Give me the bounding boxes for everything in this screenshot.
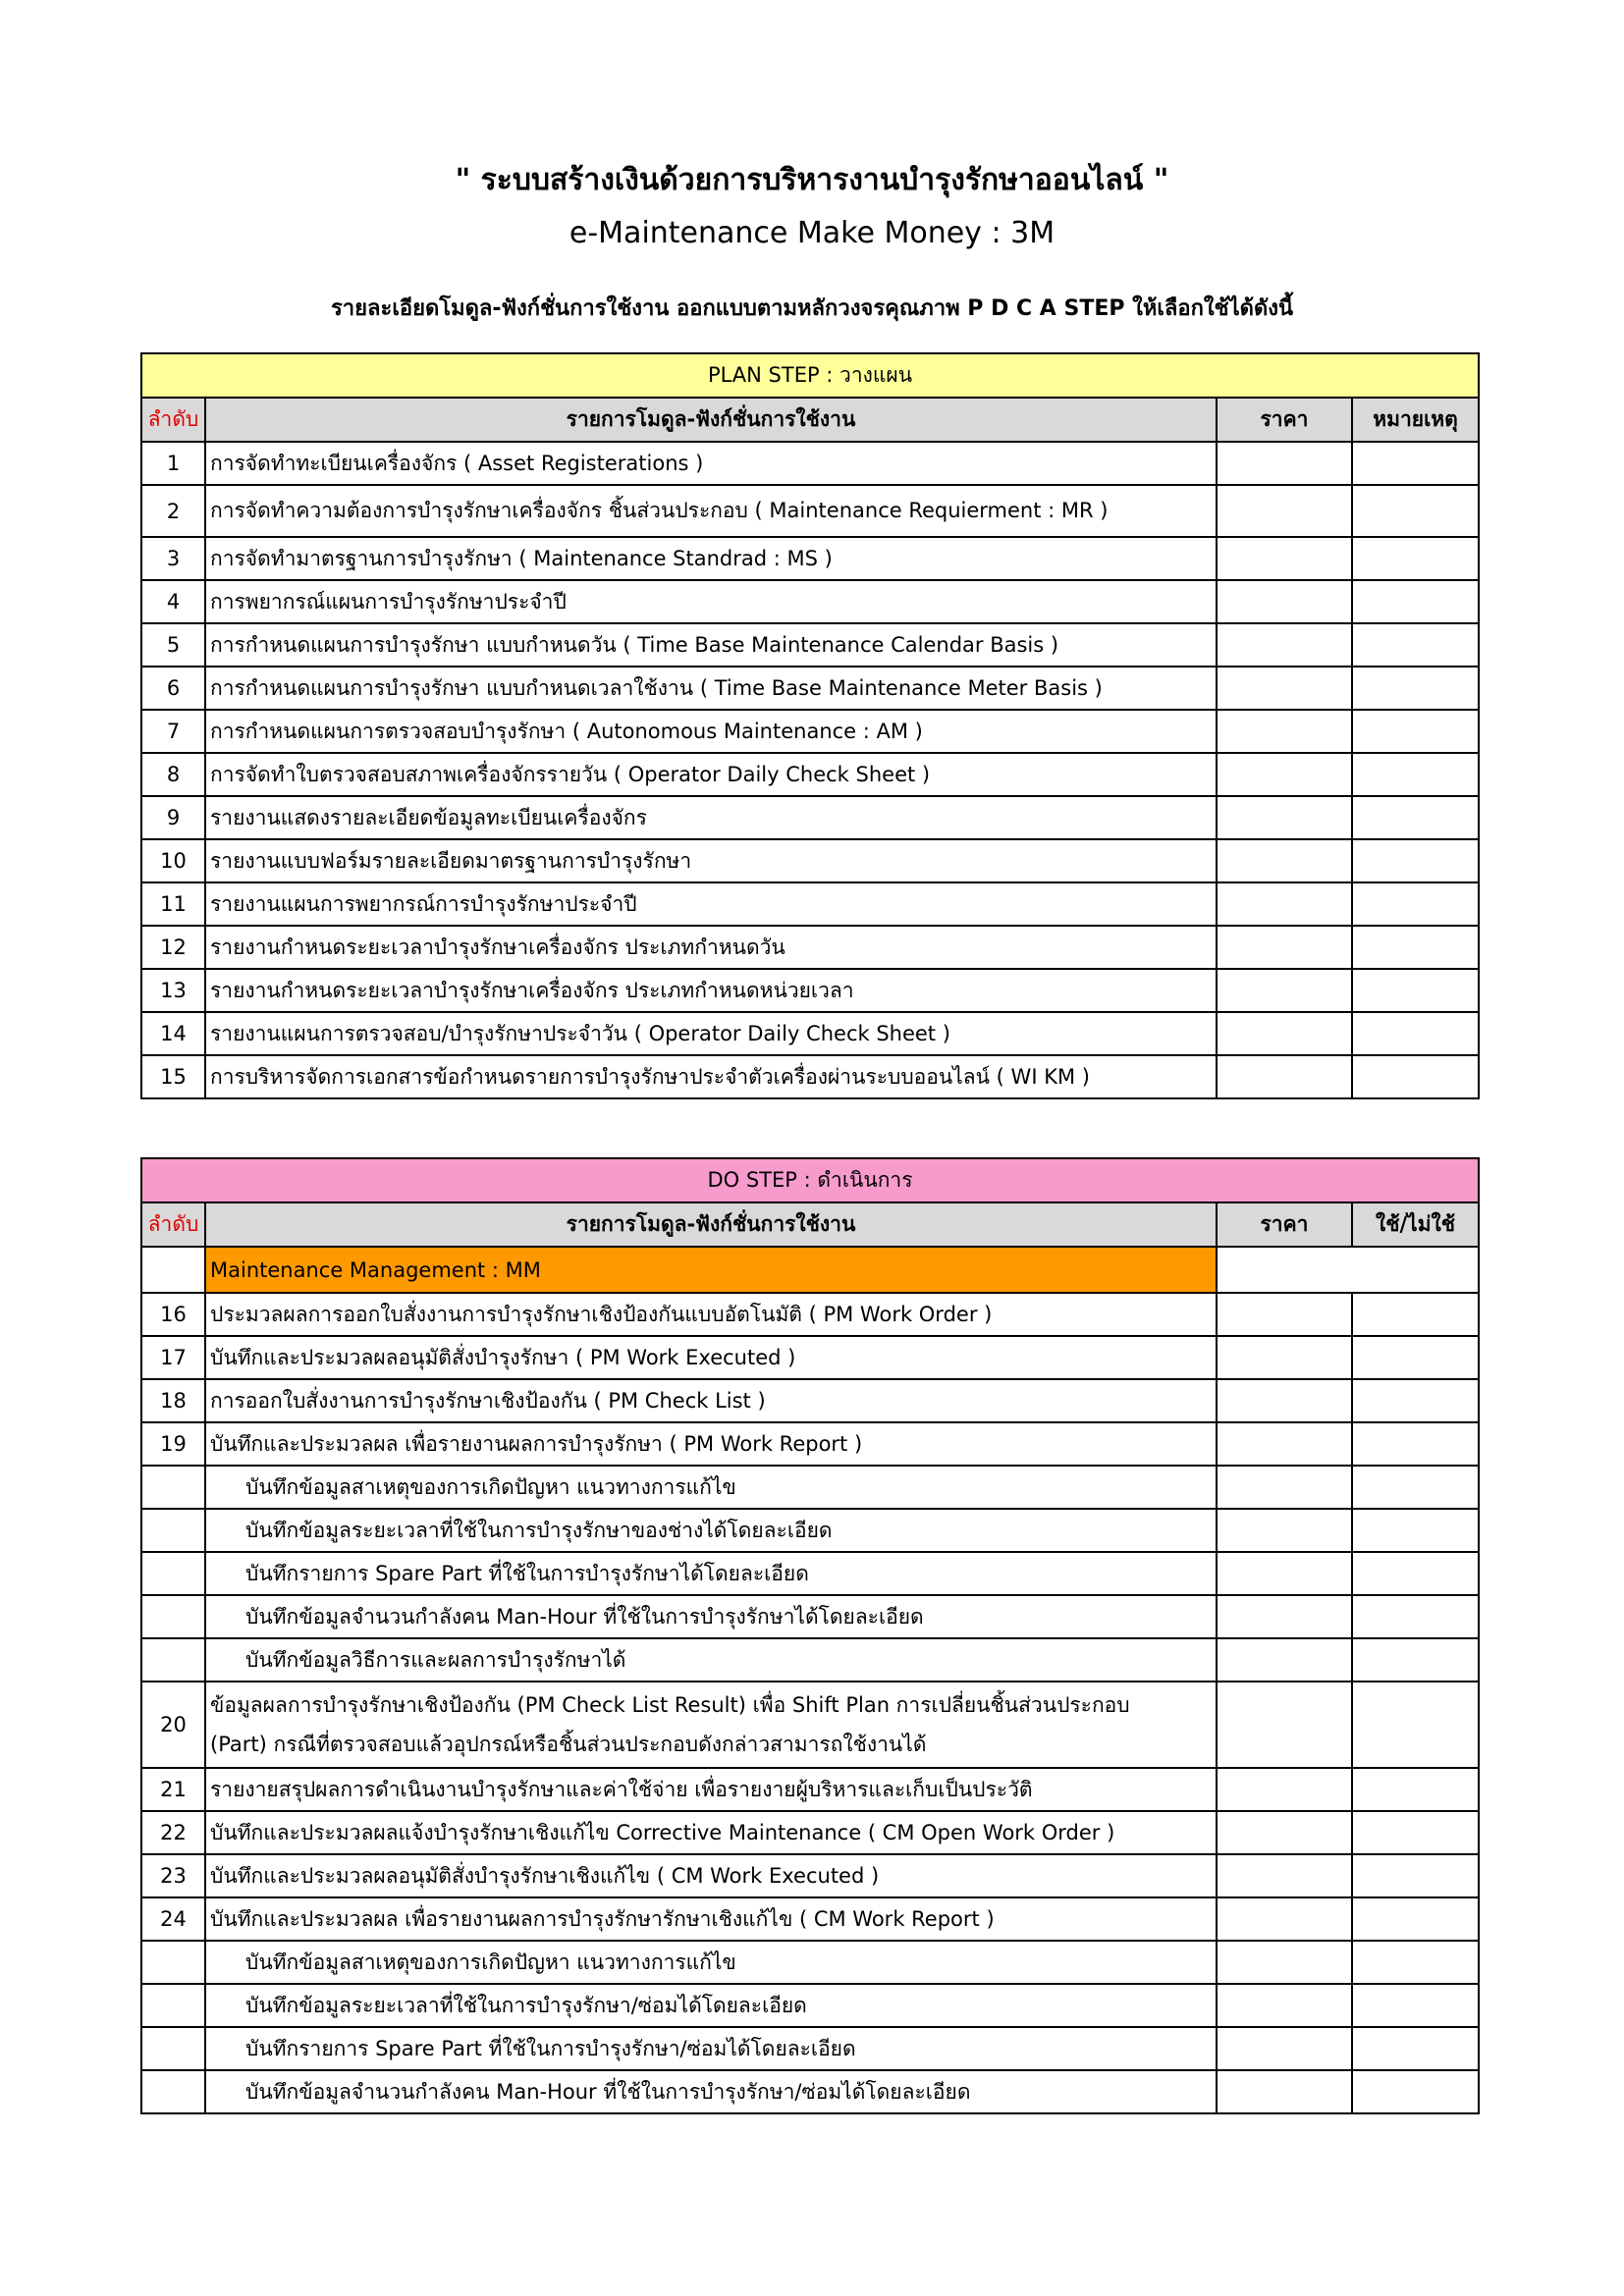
table-row <box>141 1638 1479 1682</box>
price-cell <box>1217 1811 1352 1854</box>
table-row <box>141 1293 1479 1336</box>
remark-cell <box>1352 1466 1479 1509</box>
column-header-no: ลำดับ <box>141 1202 205 1247</box>
row-number: 7 <box>141 710 205 753</box>
row-description-line-2: (Part) กรณีที่ตรวจสอบแล้วอุปกรณ์หรือชิ้นส่วนประกอบดังกล่าวสามารถใช้งานได้ <box>210 1733 927 1756</box>
row-number: 6 <box>141 667 205 710</box>
remark-cell <box>1352 1293 1479 1336</box>
remark-cell <box>1352 969 1479 1012</box>
price-cell <box>1217 796 1352 839</box>
row-number: 21 <box>141 1768 205 1811</box>
price-cell <box>1217 1768 1352 1811</box>
table-row <box>141 1509 1479 1552</box>
do-step-banner: DO STEP : ดำเนินการ <box>141 1158 1479 1202</box>
remark-cell <box>1352 753 1479 796</box>
remark-cell <box>1352 926 1479 969</box>
table-row <box>141 710 1479 753</box>
table-row <box>141 1466 1479 1509</box>
row-description: บันทึกข้อมูลจำนวนกำลังคน Man-Hour ที่ใช้ในการบำรุงรักษาได้โดยละเอียด <box>205 1595 1217 1638</box>
column-header-description: รายการโมดูล-ฟังก์ชั่นการใช้งาน <box>205 398 1217 442</box>
remark-cell <box>1352 485 1479 537</box>
row-number: 13 <box>141 969 205 1012</box>
remark-cell <box>1352 1854 1479 1897</box>
remark-cell <box>1352 1984 1479 2027</box>
section-row <box>141 1247 1479 1293</box>
row-number: 17 <box>141 1336 205 1379</box>
price-cell <box>1217 580 1352 623</box>
remark-cell <box>1352 2027 1479 2070</box>
row-description-line-1: ข้อมูลผลการบำรุงรักษาเชิงป้องกัน (PM Check List Result) เพื่อ Shift Plan การเปลี่ยนชิ้นส่วนประกอบ <box>210 1693 1130 1717</box>
plan-step-table <box>140 352 1480 1099</box>
row-number: 18 <box>141 1379 205 1422</box>
row-number: 1 <box>141 442 205 485</box>
table-row <box>141 753 1479 796</box>
column-header-price: ราคา <box>1217 1202 1352 1247</box>
table-row <box>141 1379 1479 1422</box>
table-row <box>141 1768 1479 1811</box>
remark-cell <box>1352 1682 1479 1768</box>
table-row <box>141 1897 1479 1941</box>
document-description: รายละเอียดโมดูล-ฟังก์ชั่นการใช้งาน ออกแบบตามหลักวงจรคุณภาพ P D C A STEP ให้เลือกใช้ได้ดังนี้ <box>330 296 1294 321</box>
row-number <box>141 1466 205 1509</box>
row-description: บันทึกข้อมูลสาเหตุของการเกิดปัญหา แนวทางการแก้ไข <box>205 1466 1217 1509</box>
remark-cell <box>1352 1595 1479 1638</box>
table-row <box>141 485 1479 537</box>
remark-cell <box>1352 1941 1479 1984</box>
row-description: บันทึกข้อมูลวิธีการและผลการบำรุงรักษาได้ <box>205 1638 1217 1682</box>
remark-cell <box>1352 1012 1479 1055</box>
table-row <box>141 1422 1479 1466</box>
row-number <box>141 1638 205 1682</box>
table-row <box>141 1336 1479 1379</box>
price-cell <box>1217 1466 1352 1509</box>
price-cell <box>1217 710 1352 753</box>
remark-cell <box>1352 1379 1479 1422</box>
price-cell <box>1217 839 1352 882</box>
remark-cell <box>1352 667 1479 710</box>
price-cell <box>1217 882 1352 926</box>
row-number: 19 <box>141 1422 205 1466</box>
row-description: การจัดทำมาตรฐานการบำรุงรักษา ( Maintenance Standrad : MS ) <box>205 537 1217 580</box>
row-description: การพยากรณ์แผนการบำรุงรักษาประจำปี <box>205 580 1217 623</box>
row-number: 23 <box>141 1854 205 1897</box>
price-cell <box>1217 667 1352 710</box>
do-header-row <box>141 1202 1479 1247</box>
price-cell <box>1217 1012 1352 1055</box>
row-number <box>141 2070 205 2113</box>
price-cell <box>1217 623 1352 667</box>
row-description: รายงานกำหนดระยะเวลาบำรุงรักษาเครื่องจักร ประเภทกำหนดหน่วยเวลา <box>205 969 1217 1012</box>
price-cell <box>1217 1854 1352 1897</box>
plan-header-row <box>141 398 1479 442</box>
table-row <box>141 1552 1479 1595</box>
row-number <box>141 1984 205 2027</box>
table-row <box>141 1811 1479 1854</box>
plan-step-banner: PLAN STEP : วางแผน <box>141 353 1479 398</box>
table-row <box>141 580 1479 623</box>
price-cell <box>1217 926 1352 969</box>
row-description: บันทึกและประมวลผล เพื่อรายงานผลการบำรุงรักษารักษาเชิงแก้ไข ( CM Work Report ) <box>205 1897 1217 1941</box>
row-description: บันทึกข้อมูลระยะเวลาที่ใช้ในการบำรุงรักษา/ซ่อมได้โดยละเอียด <box>205 1984 1217 2027</box>
row-description: การกำหนดแผนการบำรุงรักษา แบบกำหนดเวลาใช้งาน ( Time Base Maintenance Meter Basis ) <box>205 667 1217 710</box>
remark-cell <box>1352 442 1479 485</box>
table-row <box>141 442 1479 485</box>
row-number: 14 <box>141 1012 205 1055</box>
row-description: บันทึกข้อมูลระยะเวลาที่ใช้ในการบำรุงรักษาของช่างได้โดยละเอียด <box>205 1509 1217 1552</box>
row-description: รายงานแผนการพยากรณ์การบำรุงรักษาประจำปี <box>205 882 1217 926</box>
document-subtitle: e-Maintenance Make Money : 3M <box>568 216 1056 250</box>
row-description: บันทึกข้อมูลจำนวนกำลังคน Man-Hour ที่ใช้ในการบำรุงรักษา/ซ่อมได้โดยละเอียด <box>205 2070 1217 2113</box>
row-number <box>141 1595 205 1638</box>
row-number: 3 <box>141 537 205 580</box>
row-description: การจัดทำทะเบียนเครื่องจักร ( Asset Registerations ) <box>205 442 1217 485</box>
row-description: การกำหนดแผนการบำรุงรักษา แบบกำหนดวัน ( Time Base Maintenance Calendar Basis ) <box>205 623 1217 667</box>
table-row <box>141 537 1479 580</box>
section-empty-cell <box>1217 1247 1479 1293</box>
row-description: บันทึกและประมวลผลแจ้งบำรุงรักษาเชิงแก้ไข Corrective Maintenance ( CM Open Work Order ) <box>205 1811 1217 1854</box>
row-description: รายงานกำหนดระยะเวลาบำรุงรักษาเครื่องจักร ประเภทกำหนดวัน <box>205 926 1217 969</box>
price-cell <box>1217 1638 1352 1682</box>
table-row <box>141 1984 1479 2027</box>
row-description <box>205 1682 1217 1768</box>
price-cell <box>1217 2027 1352 2070</box>
remark-cell <box>1352 1811 1479 1854</box>
price-cell <box>1217 1552 1352 1595</box>
price-cell <box>1217 1941 1352 1984</box>
row-description: บันทึกและประมวลผลอนุมัติสั่งบำรุงรักษา ( PM Work Executed ) <box>205 1336 1217 1379</box>
remark-cell <box>1352 1552 1479 1595</box>
remark-cell <box>1352 1897 1479 1941</box>
table-row <box>141 839 1479 882</box>
table-row <box>141 2027 1479 2070</box>
table-row <box>141 1682 1479 1768</box>
price-cell <box>1217 2070 1352 2113</box>
row-number: 5 <box>141 623 205 667</box>
column-header-note: หมายเหตุ <box>1352 398 1479 442</box>
price-cell <box>1217 1509 1352 1552</box>
row-description: รายงายสรุปผลการดำเนินงานบำรุงรักษาและค่าใช้จ่าย เพื่อรายงายผู้บริหารและเก็บเป็นประวัติ <box>205 1768 1217 1811</box>
row-number <box>141 2027 205 2070</box>
remark-cell <box>1352 839 1479 882</box>
price-cell <box>1217 969 1352 1012</box>
section-label: Maintenance Management : MM <box>205 1247 1217 1293</box>
remark-cell <box>1352 1336 1479 1379</box>
section-no-cell <box>141 1247 205 1293</box>
row-description: บันทึกรายการ Spare Part ที่ใช้ในการบำรุงรักษาได้โดยละเอียด <box>205 1552 1217 1595</box>
remark-cell <box>1352 2070 1479 2113</box>
price-cell <box>1217 1422 1352 1466</box>
table-row <box>141 1595 1479 1638</box>
column-header-use: ใช้/ไม่ใช้ <box>1352 1202 1479 1247</box>
price-cell <box>1217 1897 1352 1941</box>
remark-cell <box>1352 623 1479 667</box>
column-header-no: ลำดับ <box>141 398 205 442</box>
row-description: ประมวลผลการออกใบสั่งงานการบำรุงรักษาเชิงป้องกันแบบอัตโนมัติ ( PM Work Order ) <box>205 1293 1217 1336</box>
row-number: 9 <box>141 796 205 839</box>
table-row <box>141 796 1479 839</box>
remark-cell <box>1352 882 1479 926</box>
row-number: 15 <box>141 1055 205 1098</box>
remark-cell <box>1352 1638 1479 1682</box>
price-cell <box>1217 537 1352 580</box>
row-number: 16 <box>141 1293 205 1336</box>
row-description: รายงานแบบฟอร์มรายละเอียดมาตรฐานการบำรุงรักษา <box>205 839 1217 882</box>
column-header-price: ราคา <box>1217 398 1352 442</box>
table-row <box>141 1055 1479 1098</box>
price-cell <box>1217 753 1352 796</box>
row-description: การจัดทำความต้องการบำรุงรักษาเครื่องจักร ชิ้นส่วนประกอบ ( Maintenance Requierment : MR ) <box>205 485 1217 537</box>
price-cell <box>1217 1336 1352 1379</box>
remark-cell <box>1352 1509 1479 1552</box>
remark-cell <box>1352 1055 1479 1098</box>
row-number: 22 <box>141 1811 205 1854</box>
row-description: รายงานแสดงรายละเอียดข้อมูลทะเบียนเครื่องจักร <box>205 796 1217 839</box>
do-step-table <box>140 1157 1480 2114</box>
row-number: 24 <box>141 1897 205 1941</box>
table-row <box>141 926 1479 969</box>
remark-cell <box>1352 710 1479 753</box>
row-number: 8 <box>141 753 205 796</box>
table-row <box>141 1941 1479 1984</box>
row-number <box>141 1509 205 1552</box>
remark-cell <box>1352 796 1479 839</box>
price-cell <box>1217 1682 1352 1768</box>
row-description: บันทึกและประมวลผล เพื่อรายงานผลการบำรุงรักษา ( PM Work Report ) <box>205 1422 1217 1466</box>
row-number: 4 <box>141 580 205 623</box>
row-number: 10 <box>141 839 205 882</box>
row-description: บันทึกข้อมูลสาเหตุของการเกิดปัญหา แนวทางการแก้ไข <box>205 1941 1217 1984</box>
row-description: บันทึกรายการ Spare Part ที่ใช้ในการบำรุงรักษา/ซ่อมได้โดยละเอียด <box>205 2027 1217 2070</box>
table-row <box>141 667 1479 710</box>
row-description: การบริหารจัดการเอกสารข้อกำหนดรายการบำรุงรักษาประจำตัวเครื่องผ่านระบบออนไลน์ ( WI KM ) <box>205 1055 1217 1098</box>
table-row <box>141 1012 1479 1055</box>
row-description: รายงานแผนการตรวจสอบ/บำรุงรักษาประจำวัน ( Operator Daily Check Sheet ) <box>205 1012 1217 1055</box>
row-description: บันทึกและประมวลผลอนุมัติสั่งบำรุงรักษาเชิงแก้ไข ( CM Work Executed ) <box>205 1854 1217 1897</box>
remark-cell <box>1352 580 1479 623</box>
row-number: 11 <box>141 882 205 926</box>
price-cell <box>1217 1055 1352 1098</box>
table-row <box>141 623 1479 667</box>
price-cell <box>1217 1293 1352 1336</box>
row-description: การกำหนดแผนการตรวจสอบบำรุงรักษา ( Autonomous Maintenance : AM ) <box>205 710 1217 753</box>
column-header-description: รายการโมดูล-ฟังก์ชั่นการใช้งาน <box>205 1202 1217 1247</box>
table-row <box>141 882 1479 926</box>
price-cell <box>1217 1379 1352 1422</box>
row-number: 2 <box>141 485 205 537</box>
price-cell <box>1217 485 1352 537</box>
price-cell <box>1217 1595 1352 1638</box>
table-row <box>141 1854 1479 1897</box>
table-row <box>141 2070 1479 2113</box>
price-cell <box>1217 442 1352 485</box>
row-number <box>141 1552 205 1595</box>
table-row <box>141 969 1479 1012</box>
row-number: 20 <box>141 1682 205 1768</box>
row-number: 12 <box>141 926 205 969</box>
row-number <box>141 1941 205 1984</box>
remark-cell <box>1352 1422 1479 1466</box>
row-description: การจัดทำใบตรวจสอบสภาพเครื่องจักรรายวัน ( Operator Daily Check Sheet ) <box>205 753 1217 796</box>
remark-cell <box>1352 537 1479 580</box>
price-cell <box>1217 1984 1352 2027</box>
remark-cell <box>1352 1768 1479 1811</box>
row-description: การออกใบสั่งงานการบำรุงรักษาเชิงป้องกัน ( PM Check List ) <box>205 1379 1217 1422</box>
document-title: " ระบบสร้างเงินด้วยการบริหารงานบำรุงรักษาออนไลน์ " <box>455 163 1169 197</box>
